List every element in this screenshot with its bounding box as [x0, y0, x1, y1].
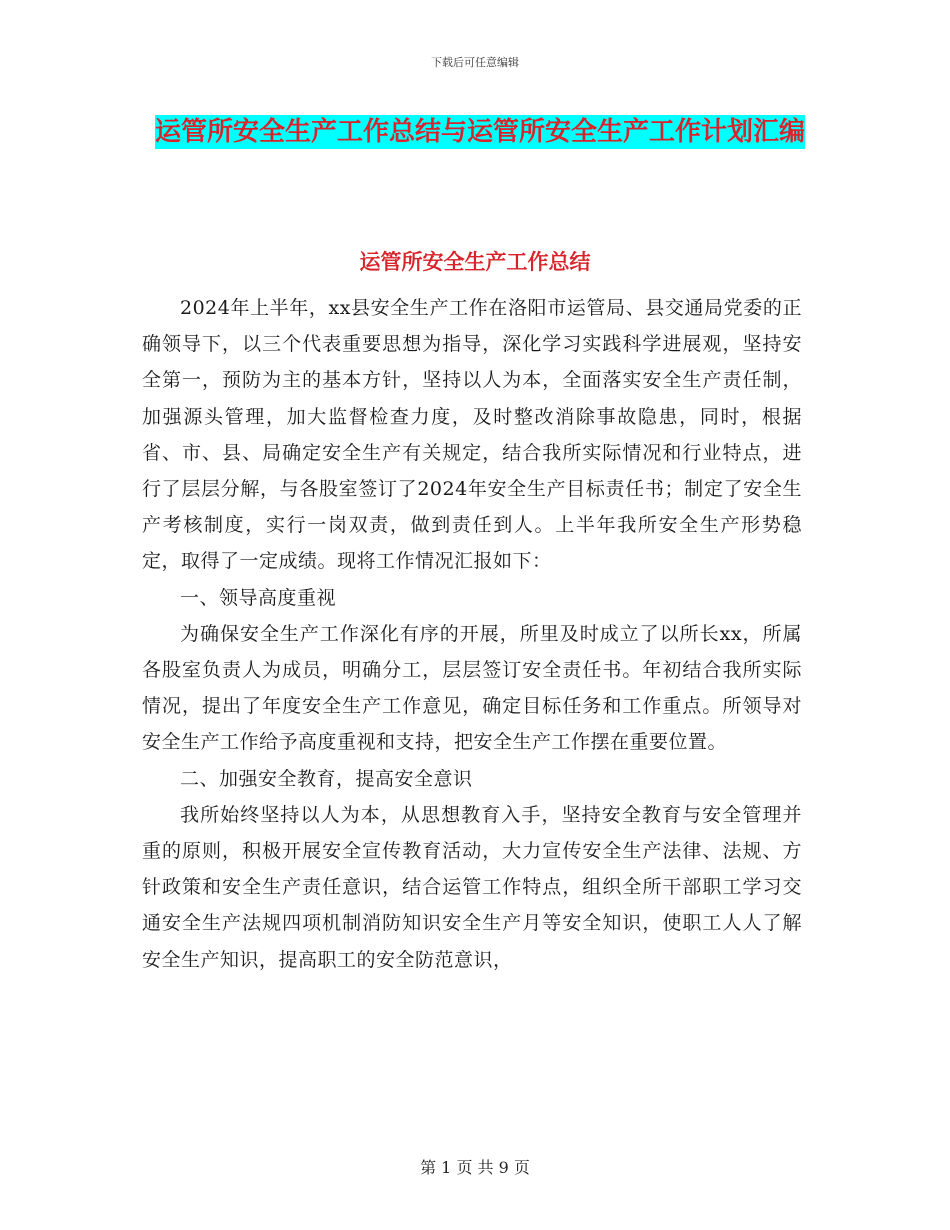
heading-leadership: 一、领导高度重视: [180, 586, 337, 609]
header-note: 下载后可任意编辑: [431, 56, 519, 69]
paragraph-leadership: 为确保安全生产工作深化有序的开展，所里及时成立了以所长xx，所属各股室负责人为成员，明确分工，层层签订安全责任书。年初结合我所实际情况，提出了年度安全生产工作意见，确定目标任务和工作重点。所领导对安全生产工作给予高度重视和支持，把安全生产工作摆在重要位置。: [142, 622, 802, 754]
paragraph-intro: 2024年上半年，xx县安全生产工作在洛阳市运管局、县交通局党委的正确领导下，以三个代表重要思想为指导，深化学习实践科学进展观，坚持安全第一，预防为主的基本方针，坚持以人为本，全面落实安全生产责任制，加强源头管理，加大监督检查力度，及时整改消除事故隐患，同时，根据省、市、县、局确定安全生产有关规定，结合我所实际情况和行业特点，进行了层层分解，与各股室签订了2024年安全生产目标责任书；制定了安全生产考核制度，实行一岗双责，做到责任到人。上半年我所安全生产形势稳定，取得了一定成绩。现将工作情况汇报如下：: [142, 297, 802, 573]
page-number: 第 1 页 共 9 页: [420, 1158, 530, 1177]
heading-safety-education: 二、加强安全教育，提高安全意识: [180, 767, 473, 790]
section-title: 运管所安全生产工作总结: [359, 250, 591, 274]
paragraph-safety-education: 我所始终坚持以人为本，从思想教育入手，坚持安全教育与安全管理并重的原则，积极开展安全宣传教育活动，大力宣传安全生产法律、法规、方针政策和安全生产责任意识，结合运管工作特点，组织全所干部职工学习交通安全生产法规四项机制消防知识安全生产月等安全知识，使职工人人了解安全生产知识，提高职工的安全防范意识，: [142, 803, 802, 971]
document-title-text: 运管所安全生产工作总结与运管所安全生产工作计划汇编: [154, 117, 805, 147]
document-title: [140, 108, 820, 156]
body-text: [142, 290, 802, 978]
